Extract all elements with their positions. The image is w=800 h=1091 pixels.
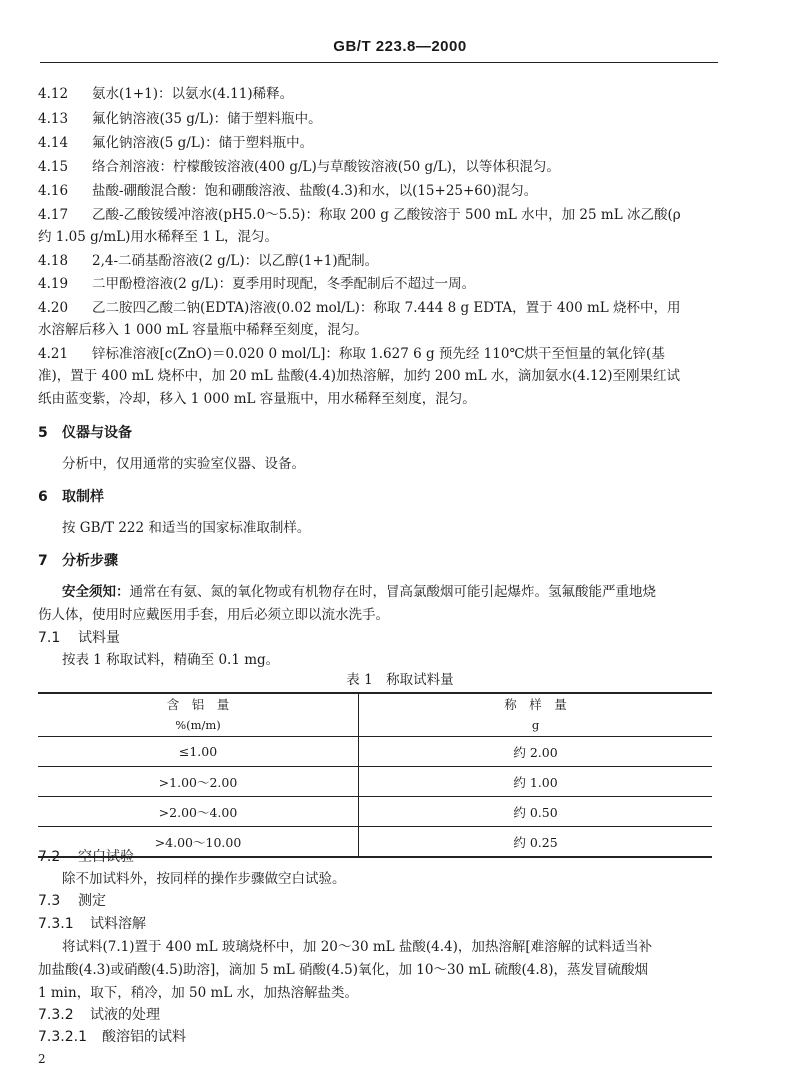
list-item bbox=[38, 249, 378, 269]
subsection-heading bbox=[38, 1026, 186, 1046]
item-continuation: 纸由蓝变紫，冷却，移入 1 000 mL 容量瓶中，用水稀释至刻度，混匀。 bbox=[38, 391, 476, 407]
header-title: GB/T 223.8—2000 bbox=[333, 38, 467, 55]
item-number: 4.13 bbox=[38, 111, 69, 127]
item-number: 4.17 bbox=[38, 207, 69, 223]
list-item bbox=[38, 272, 475, 292]
item-text: 氨水(1+1)：以氨水(4.11)稀释。 bbox=[92, 86, 294, 102]
safety-text-cont: 伤人体，使用时应戴医用手套，用后必须立即以流水洗手。 bbox=[38, 607, 389, 623]
table-row bbox=[38, 797, 712, 827]
section-number: 7 bbox=[38, 553, 48, 569]
subsection-number: 7.3.1 bbox=[38, 916, 74, 932]
subsection-title: 试液的处理 bbox=[90, 1007, 160, 1023]
item-number: 4.21 bbox=[38, 346, 69, 362]
item-number: 4.12 bbox=[38, 86, 69, 102]
subsection-title: 试料溶解 bbox=[90, 916, 146, 932]
mass-cell: 约 2.00 bbox=[359, 737, 713, 767]
section-body: 分析中，仅用通常的实验室仪器、设备。 bbox=[62, 456, 305, 472]
item-text: 2,4-二硝基酚溶液(2 g/L)：以乙醇(1+1)配制。 bbox=[92, 253, 379, 269]
item-continuation: 水溶解后移入 1 000 mL 容量瓶中稀释至刻度，混匀。 bbox=[38, 322, 368, 338]
header-sample-mass: 称 样 量 bbox=[359, 693, 713, 714]
subsection-number: 7.2 bbox=[38, 849, 61, 865]
item-text: 氟化钠溶液(5 g/L)：储于塑料瓶中。 bbox=[92, 135, 314, 151]
item-text: 锌标准溶液[c(ZnO)＝0.020 0 mol/L]：称取 1.627 6 g 预先经 110℃烘干至恒量的氧化锌(基 bbox=[92, 346, 665, 362]
section-title: 仪器与设备 bbox=[62, 425, 132, 441]
mass-cell: 约 1.00 bbox=[359, 767, 713, 797]
subsection-title: 测定 bbox=[78, 893, 106, 909]
subsection-number: 7.3 bbox=[38, 893, 61, 909]
safety-notice bbox=[62, 580, 656, 600]
range-cell: >1.00～2.00 bbox=[38, 767, 359, 797]
section-title: 分析步骤 bbox=[62, 553, 118, 569]
item-number: 4.19 bbox=[38, 276, 69, 292]
unit-percent: %(m/m) bbox=[38, 714, 359, 737]
table-row bbox=[38, 767, 712, 797]
list-item bbox=[38, 155, 560, 175]
item-continuation: 约 1.05 g/mL)用水稀释至 1 L，混匀。 bbox=[38, 229, 279, 245]
subsection-heading bbox=[38, 627, 120, 647]
header-rule bbox=[40, 62, 718, 63]
item-continuation: 准)，置于 400 mL 烧杯中，加 20 mL 盐酸(4.4)加热溶解，加约 200 mL 水，滴加氨水(4.12)至刚果红试 bbox=[38, 368, 680, 384]
subsection-title: 试料量 bbox=[78, 630, 120, 646]
section-heading bbox=[38, 422, 132, 442]
section-title: 取制样 bbox=[62, 489, 104, 505]
item-number: 4.15 bbox=[38, 159, 69, 175]
section-number: 5 bbox=[38, 425, 48, 441]
range-cell: >2.00～4.00 bbox=[38, 797, 359, 827]
list-item bbox=[38, 203, 681, 223]
list-item bbox=[38, 107, 322, 127]
list-item bbox=[38, 296, 681, 316]
item-text: 络合剂溶液：柠檬酸铵溶液(400 g/L)与草酸铵溶液(50 g/L)，以等体积混匀。 bbox=[92, 159, 560, 175]
subsection-number: 7.3.2.1 bbox=[38, 1029, 87, 1045]
section-heading bbox=[38, 550, 118, 570]
list-item bbox=[38, 179, 537, 199]
item-text: 乙二胺四乙酸二钠(EDTA)溶液(0.02 mol/L)：称取 7.444 8 g EDTA，置于 400 mL 烧杯中，用 bbox=[92, 300, 681, 316]
sample-mass-table bbox=[38, 692, 712, 858]
unit-gram: g bbox=[359, 714, 713, 737]
range-cell: >4.00～10.00 bbox=[38, 827, 359, 858]
item-number: 4.16 bbox=[38, 183, 69, 199]
list-item bbox=[38, 342, 665, 362]
table-caption: 表 1 称取试料量 bbox=[346, 672, 454, 688]
subsection-body-cont: 1 min，取下，稍冷，加 50 mL 水，加热溶解盐类。 bbox=[38, 985, 359, 1001]
item-number: 4.18 bbox=[38, 253, 69, 269]
safety-text: 通常在有氨、氮的氧化物或有机物存在时，冒高氯酸烟可能引起爆炸。氢氟酸能严重地烧 bbox=[129, 584, 656, 600]
safety-label: 安全须知： bbox=[62, 584, 130, 600]
subsection-heading bbox=[38, 913, 146, 933]
subsection-body: 将试料(7.1)置于 400 mL 玻璃烧杯中，加 20～30 mL 盐酸(4.4)，加热溶解[难溶解的试料适当补 bbox=[62, 939, 653, 955]
subsection-title: 酸溶铝的试料 bbox=[102, 1029, 186, 1045]
subsection-heading bbox=[38, 846, 134, 866]
section-heading bbox=[38, 486, 104, 506]
subsection-body-cont: 加盐酸(4.3)或硝酸(4.5)助溶]，滴加 5 mL 硝酸(4.5)氧化，加 10～30 mL 硫酸(4.8)，蒸发冒硫酸烟 bbox=[38, 962, 649, 978]
subsection-title: 空白试验 bbox=[78, 849, 134, 865]
item-number: 4.20 bbox=[38, 300, 69, 316]
subsection-body: 除不加试料外，按同样的操作步骤做空白试验。 bbox=[62, 871, 346, 887]
range-cell: ≤1.00 bbox=[38, 737, 359, 767]
list-item bbox=[38, 131, 313, 151]
table-row bbox=[38, 827, 712, 858]
table-unit-row bbox=[38, 714, 712, 737]
table-row bbox=[38, 737, 712, 767]
section-number: 6 bbox=[38, 489, 48, 505]
subsection-heading bbox=[38, 1004, 160, 1024]
subsection-body: 按表 1 称取试料，精确至 0.1 mg。 bbox=[62, 652, 280, 668]
mass-cell: 约 0.50 bbox=[359, 797, 713, 827]
subsection-heading bbox=[38, 890, 106, 910]
mass-cell: 约 0.25 bbox=[359, 827, 713, 858]
section-body: 按 GB/T 222 和适当的国家标准取制样。 bbox=[62, 520, 311, 536]
item-number: 4.14 bbox=[38, 135, 69, 151]
item-text: 盐酸-硼酸混合酸：饱和硼酸溶液、盐酸(4.3)和水，以(15+25+60)混匀。 bbox=[92, 183, 538, 199]
header-aluminum-content: 含 铝 量 bbox=[38, 693, 359, 714]
item-text: 乙酸-乙酸铵缓冲溶液(pH5.0～5.5)：称取 200 g 乙酸铵溶于 500 mL 水中，加 25 mL 冰乙酸(ρ bbox=[92, 207, 681, 223]
page-number: 2 bbox=[38, 1052, 46, 1066]
table-header-row bbox=[38, 693, 712, 714]
item-text: 二甲酚橙溶液(2 g/L)：夏季用时现配，冬季配制后不超过一周。 bbox=[92, 276, 476, 292]
subsection-number: 7.3.2 bbox=[38, 1007, 74, 1023]
list-item bbox=[38, 82, 293, 102]
subsection-number: 7.1 bbox=[38, 630, 61, 646]
item-text: 氟化钠溶液(35 g/L)：储于塑料瓶中。 bbox=[92, 111, 322, 127]
